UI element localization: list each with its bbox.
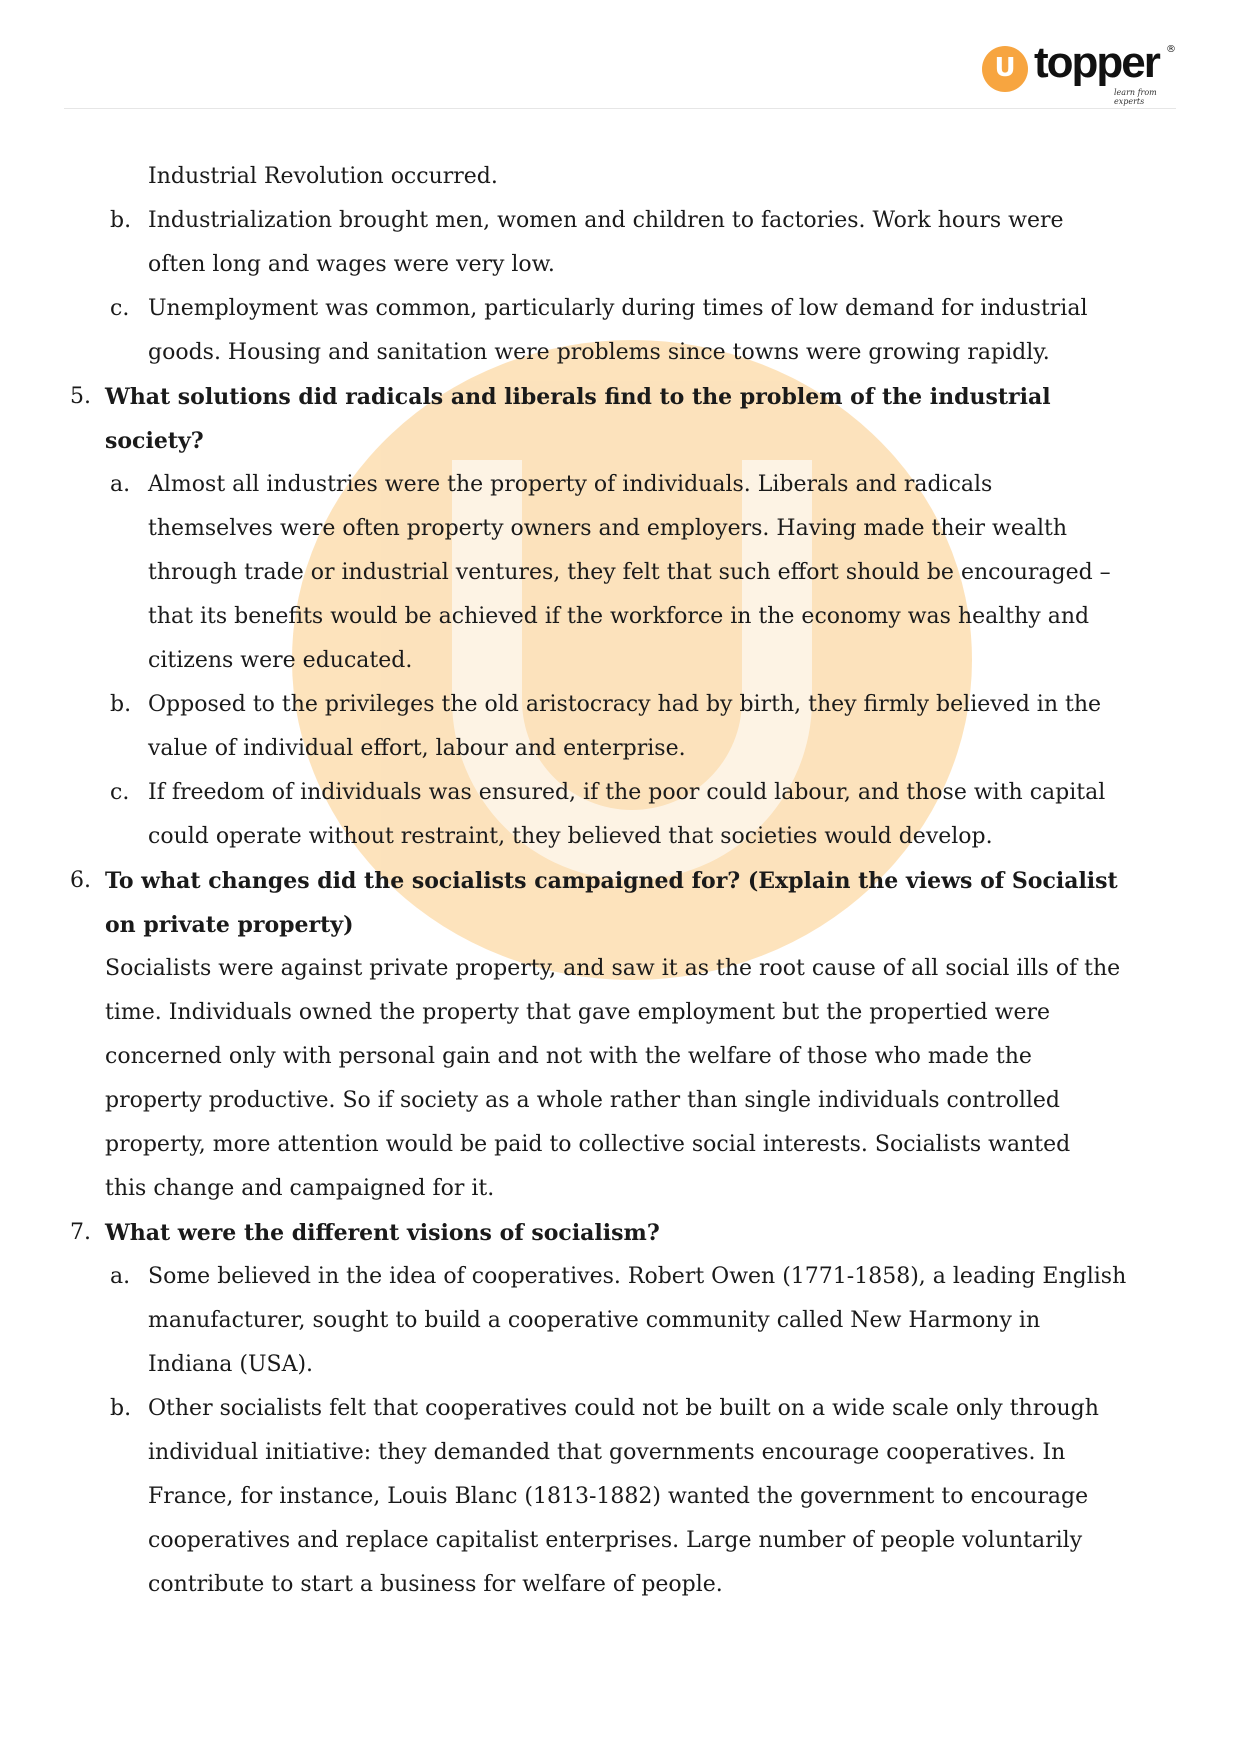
text-line: that its benefits would be achieved if the workforce in the economy was healthy and: [148, 604, 1090, 629]
text-line: property, more attention would be paid to collective social interests. Socialists wanted: [105, 1132, 1071, 1157]
question: [0, 375, 1240, 463]
text-line: Industrialization brought men, women and children to factories. Work hours were: [148, 208, 1064, 233]
list-marker: c.: [110, 780, 130, 805]
text-line: Indiana (USA).: [148, 1352, 314, 1377]
list-marker: a.: [110, 472, 131, 497]
list-marker: 5.: [70, 384, 91, 409]
text-line: To what changes did the socialists campaigned for? (Explain the views of Socialist: [105, 868, 1118, 894]
answer-item: [0, 1387, 1240, 1607]
text-line: through trade or industrial ventures, they felt that such effort should be encouraged –: [148, 560, 1111, 585]
text-line: Socialists were against private property, and saw it as the root cause of all social ills of the: [105, 956, 1121, 981]
text-line: value of individual effort, labour and enterprise.: [148, 736, 686, 761]
question: [0, 859, 1240, 947]
text-line: concerned only with personal gain and not with the welfare of those who made the: [105, 1044, 1032, 1069]
answer-item: [0, 683, 1240, 771]
text-line: goods. Housing and sanitation were problems since towns were growing rapidly.: [148, 340, 1050, 365]
text-line: Industrial Revolution occurred.: [148, 164, 498, 189]
answer-item: [0, 1255, 1240, 1387]
logo-mark-icon: U: [982, 46, 1028, 92]
list-marker: 6.: [70, 868, 91, 893]
text-line: Unemployment was common, particularly during times of low demand for industrial: [148, 296, 1088, 321]
text-line: society?: [105, 428, 204, 454]
text-line: on private property): [105, 912, 354, 938]
text-line: Almost all industries were the property of individuals. Liberals and radicals: [148, 472, 993, 497]
text-line: time. Individuals owned the property that gave employment but the propertied were: [105, 1000, 1051, 1025]
text-line: themselves were often property owners and employers. Having made their wealth: [148, 516, 1068, 541]
text-line: What solutions did radicals and liberals find to the problem of the industrial: [105, 384, 1051, 410]
list-marker: b.: [110, 692, 132, 717]
text-line: individual initiative: they demanded that governments encourage cooperatives. In: [148, 1440, 1066, 1465]
text-line: Other socialists felt that cooperatives could not be built on a wide scale only through: [148, 1396, 1099, 1421]
list-marker: b.: [110, 208, 132, 233]
document-body: [0, 155, 1240, 1607]
text-line: What were the different visions of socialism?: [105, 1220, 660, 1246]
question: [0, 1211, 1240, 1255]
logo-tagline: learn from experts: [1114, 88, 1157, 106]
text-line: citizens were educated.: [148, 648, 413, 673]
registered-icon: ®: [1166, 44, 1176, 55]
text-line: this change and campaigned for it.: [105, 1176, 495, 1201]
list-marker: c.: [110, 296, 130, 321]
text-line: Some believed in the idea of cooperatives. Robert Owen (1771-1858), a leading English: [148, 1264, 1127, 1289]
answer-item: [0, 155, 1240, 199]
answer-item: [0, 947, 1240, 1211]
text-line: manufacturer, sought to build a cooperative community called New Harmony in: [148, 1308, 1041, 1333]
list-marker: 7.: [70, 1220, 91, 1245]
list-marker: a.: [110, 1264, 131, 1289]
answer-item: [0, 199, 1240, 287]
header-divider: [64, 108, 1176, 109]
text-line: could operate without restraint, they believed that societies would develop.: [148, 824, 993, 849]
text-line: France, for instance, Louis Blanc (1813-1882) wanted the government to encourage: [148, 1484, 1089, 1509]
answer-item: [0, 771, 1240, 859]
text-line: cooperatives and replace capitalist enterprises. Large number of people voluntarily: [148, 1528, 1083, 1553]
answer-item: [0, 463, 1240, 683]
text-line: property productive. So if society as a whole rather than single individuals controlled: [105, 1088, 1060, 1113]
answer-item: [0, 287, 1240, 375]
text-line: If freedom of individuals was ensured, if the poor could labour, and those with capital: [148, 780, 1106, 805]
text-line: contribute to start a business for welfare of people.: [148, 1572, 723, 1597]
topper-logo: [982, 38, 1182, 106]
text-line: Opposed to the privileges the old aristocracy had by birth, they firmly believed in the: [148, 692, 1102, 717]
text-line: often long and wages were very low.: [148, 252, 555, 277]
logo-wordmark: topper: [1034, 38, 1159, 87]
list-marker: b.: [110, 1396, 132, 1421]
